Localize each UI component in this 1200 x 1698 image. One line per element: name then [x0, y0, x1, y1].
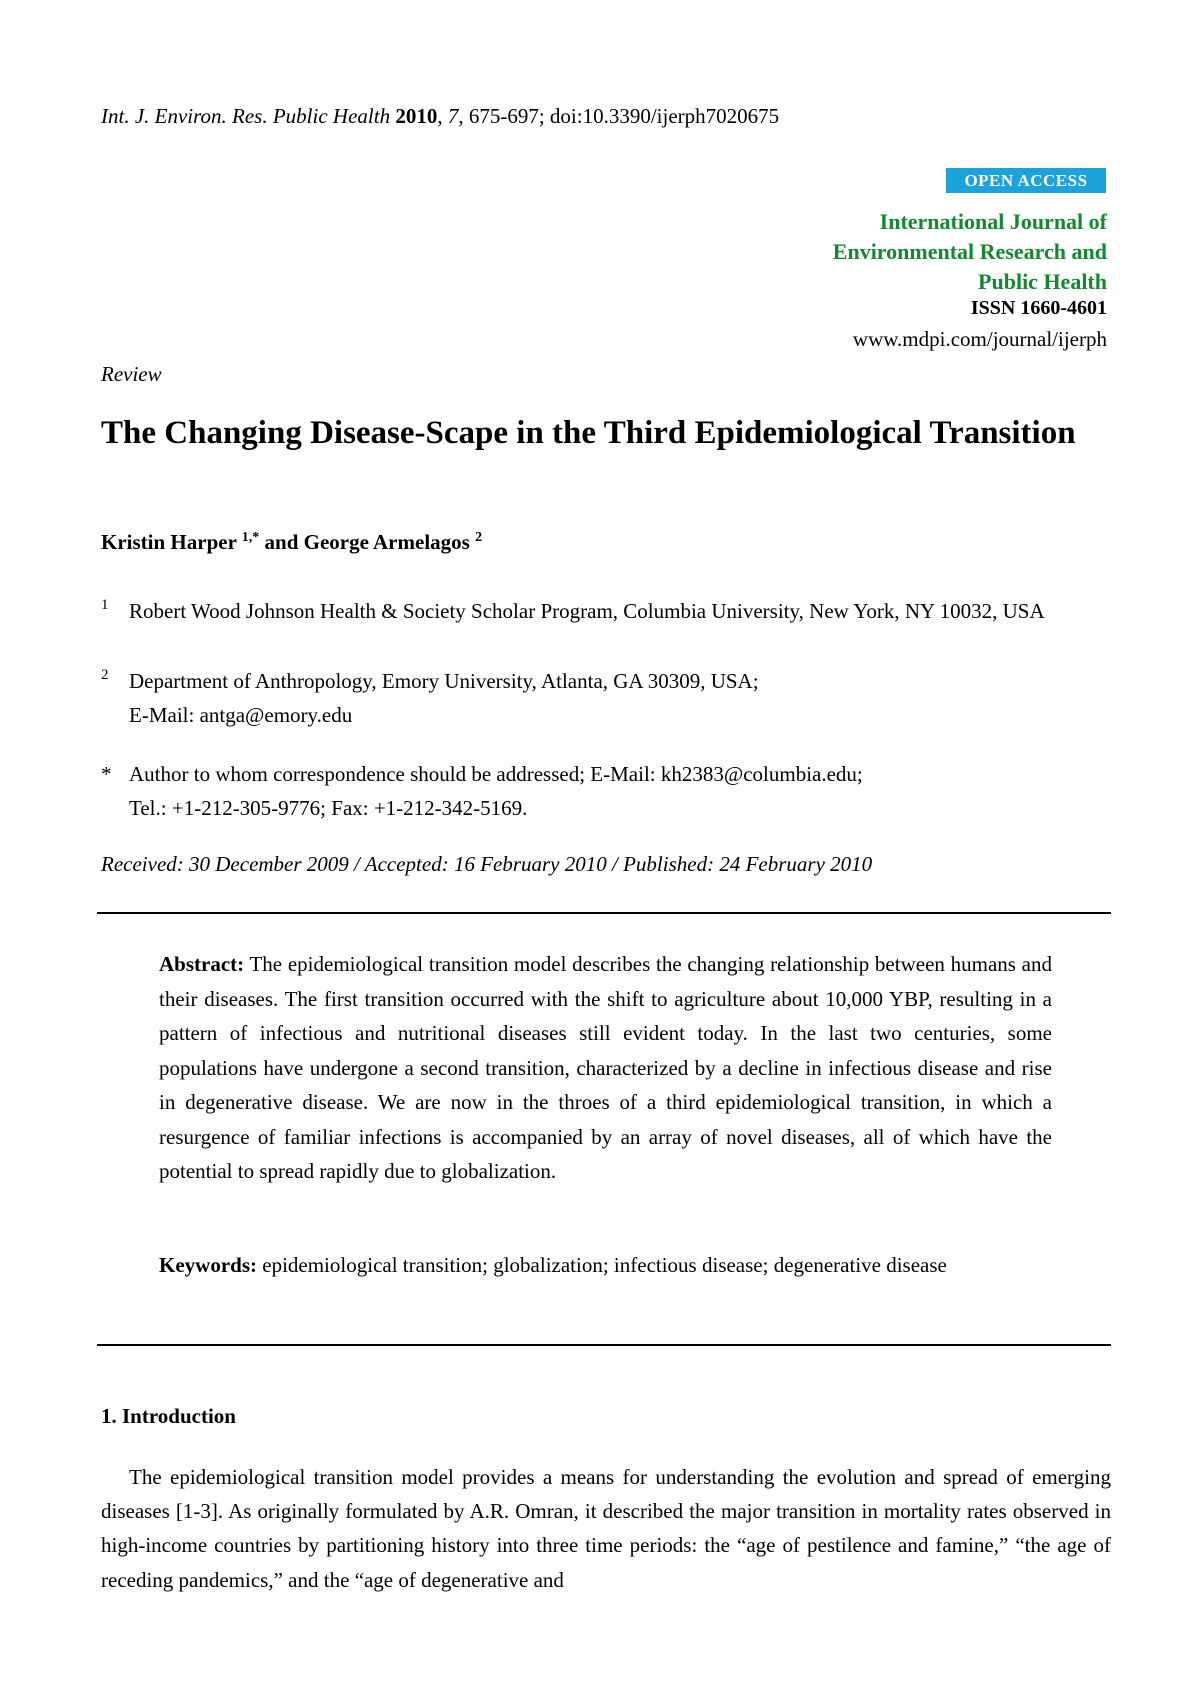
citation-year: 2010 — [395, 104, 438, 128]
correspondence-note — [101, 757, 1111, 825]
affiliation-text-line-1: Department of Anthropology, Emory University, Atlanta, GA 30309, USA; — [129, 669, 759, 693]
abstract-label: Abstract: — [159, 952, 245, 976]
keywords-label: Keywords: — [159, 1253, 257, 1277]
journal-name — [833, 207, 1107, 297]
citation-line: Int. J. Environ. Res. Public Health 2010, 7, 675-697; doi:10.3390/ijerph7020675 — [101, 104, 780, 128]
affiliation-mark: 1 — [101, 597, 109, 613]
affiliation-email: E-Mail: antga@emory.edu — [129, 703, 353, 727]
abstract-top-divider — [97, 912, 1111, 914]
author-name: Kristin Harper — [101, 530, 237, 554]
introduction-paragraph: The epidemiological transition model provides a means for understanding the evolution and spread of emerging diseases [1-3]. As originally formulated by A.R. Omran, it described the major transition in mortality rates observed in high-income countries by partitioning history into three time periods: the “age of pestilence and famine,” “the age of receding pandemics,” and the “age of degenerative and — [101, 1465, 1111, 1592]
keywords-block — [159, 1248, 1052, 1282]
author-name: George Armelagos — [303, 530, 470, 554]
abstract-bottom-divider — [97, 1344, 1111, 1346]
correspondence-mark: * — [101, 762, 112, 786]
citation-pages-doi: , 675-697; doi:10.3390/ijerph7020675 — [458, 104, 780, 128]
abstract-block — [159, 947, 1052, 1189]
affiliation-text: Robert Wood Johnson Health & Society Scholar Program, Columbia University, New York, NY 10032, USA — [129, 599, 1045, 623]
author-affiliation-marks: 1,* — [241, 530, 260, 545]
journal-name-line-2: Environmental Research and — [832, 239, 1107, 264]
author-conjunction: and — [264, 530, 299, 554]
affiliation-1 — [101, 594, 1111, 628]
author-list — [101, 530, 482, 555]
journal-name-line-3: Public Health — [978, 269, 1107, 294]
article-title: The Changing Disease-Scape in the Third Epidemiological Transition — [101, 415, 1076, 451]
correspondence-line-1: Author to whom correspondence should be addressed; E-Mail: kh2383@columbia.edu; — [129, 762, 863, 786]
section-heading-introduction: 1. Introduction — [101, 1404, 236, 1428]
journal-name-line-1: International Journal of — [879, 209, 1107, 234]
affiliation-2 — [101, 664, 1111, 732]
keywords-text: epidemiological transition; globalization; infectious disease; degenerative disease — [257, 1253, 947, 1277]
abstract-text: The epidemiological transition model describes the changing relationship between humans and their diseases. The first transition occurred with the shift to agriculture about 10,000 YBP, resulting in a pattern of infectious and nutritional diseases still evident today. In the last two centuries, some populations have undergone a second transition, characterized by a decline in infectious disease and rise in degenerative disease. We are now in the throes of a third epidemiological transition, in which a resurgence of familiar infections is accompanied by an array of novel diseases, all of which have the potential to spread rapidly due to globalization. — [159, 952, 1052, 1183]
journal-issn: ISSN 1660-4601 — [970, 297, 1107, 319]
journal-url: www.mdpi.com/journal/ijerph — [852, 327, 1107, 351]
citation-volume: 7 — [447, 104, 459, 128]
affiliation-mark: 2 — [101, 667, 109, 683]
journal-abbrev: Int. J. Environ. Res. Public Health — [101, 104, 391, 128]
open-access-badge: OPEN ACCESS — [946, 168, 1106, 193]
publication-dates: Received: 30 December 2009 / Accepted: 16 February 2010 / Published: 24 February 2010 — [101, 852, 873, 876]
author-affiliation-marks: 2 — [475, 530, 483, 545]
correspondence-line-2: Tel.: +1-212-305-9776; Fax: +1-212-342-5169. — [129, 796, 528, 820]
article-type: Review — [101, 362, 162, 386]
